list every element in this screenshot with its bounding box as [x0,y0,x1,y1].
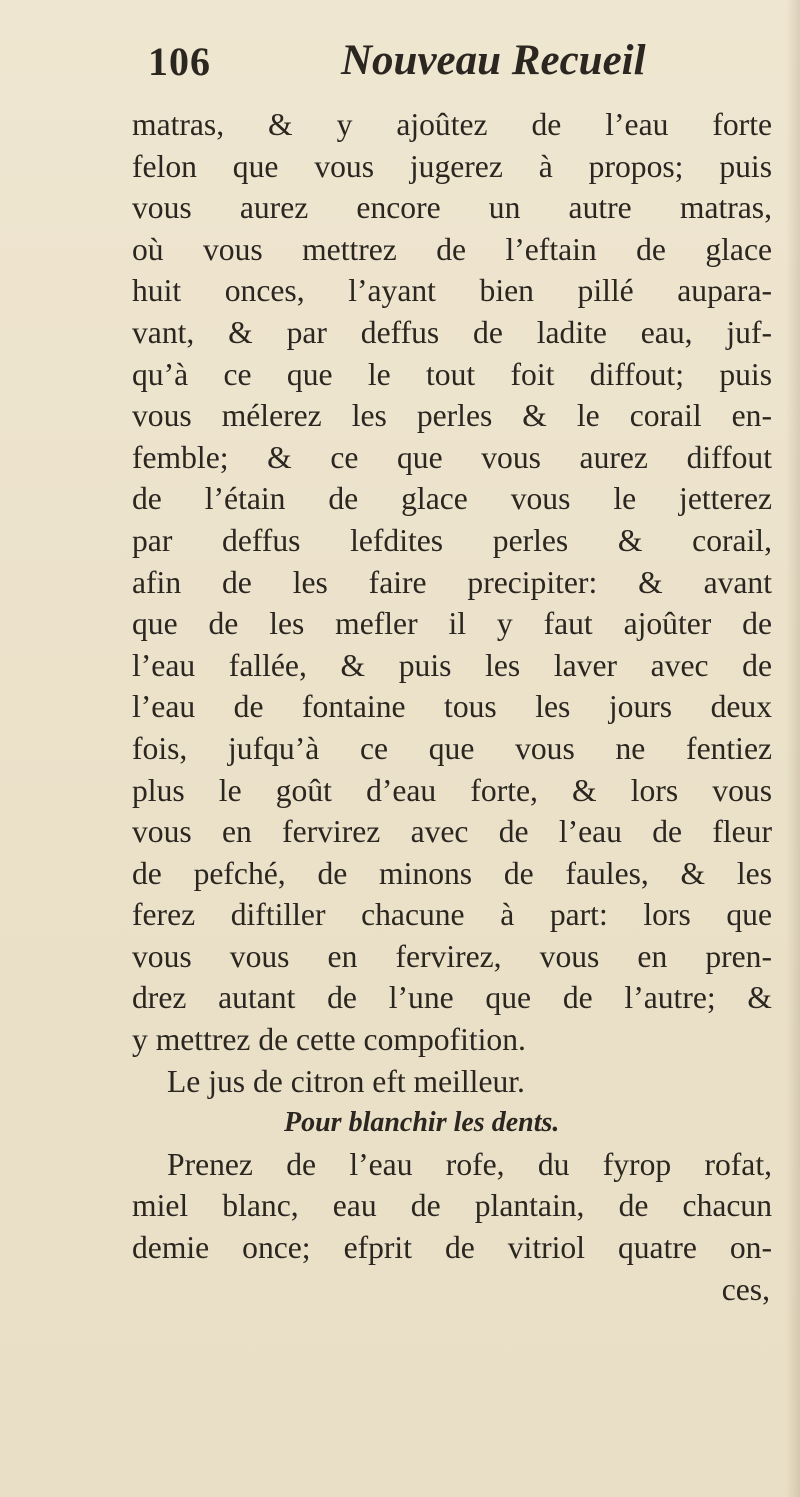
text-line: matras, & y ajoûtez de l’eau forte [132,107,772,142]
text-line: vant, & par deffus de ladite eau, juf- [132,314,772,350]
text-line: afin de les faire precipiter: & avant [132,564,772,600]
text-line: felon que vous jugerez à propos; puis [132,148,772,184]
text-line: qu’à ce que le tout foit diffout; puis [132,356,772,392]
text-line: vous aurez encore un autre matras, [132,190,772,226]
text-line: l’eau fallée, & puis les laver avec de [132,647,772,683]
page-edge-shadow [786,0,800,1497]
text-line: y mettrez de cette compofition. [132,1022,526,1058]
text-line: où vous mettrez de l’eftain de glace [132,231,772,267]
recipe-line: demie once; efprit de vitriol quatre on- [132,1230,772,1266]
text-line: vous vous en fervirez, vous en pren- [132,938,772,974]
text-line: plus le goût d’eau forte, & lors vous [132,772,772,808]
section-subheading: Pour blanchir les dents. [284,1107,560,1139]
page-number: 106 [148,39,211,84]
closing-line: Le jus de citron eft meilleur. [167,1063,525,1099]
text-line: ferez diftiller chacune à part: lors que [132,897,772,933]
text-line: fois, jufqu’à ce que vous ne fentiez [132,730,772,766]
catchword: ces, [721,1271,770,1307]
text-line: vous en fervirez avec de l’eau de fleur [132,814,772,850]
recipe-line: Prenez de l’eau rofe, du fyrop rofat, [167,1146,772,1182]
text-line: drez autant de l’une que de l’autre; & [132,980,772,1016]
text-line: par deffus lefdites perles & corail, [132,522,772,558]
running-title: Nouveau Recueil [341,37,646,84]
page-header [148,38,760,90]
text-line: huit onces, l’ayant bien pillé aupara- [132,273,772,309]
body-text [132,104,772,1310]
text-line: femble; & ce que vous aurez diffout [132,439,772,475]
text-line: de pefché, de minons de faules, & les [132,855,772,891]
text-line: que de les mefler il y faut ajoûter de [132,606,772,642]
text-line: vous mélerez les perles & le corail en- [132,398,772,434]
text-line: de l’étain de glace vous le jetterez [132,481,772,517]
recipe-line: miel blanc, eau de plantain, de chacun [132,1188,772,1224]
text-line: l’eau de fontaine tous les jours deux [132,689,772,725]
